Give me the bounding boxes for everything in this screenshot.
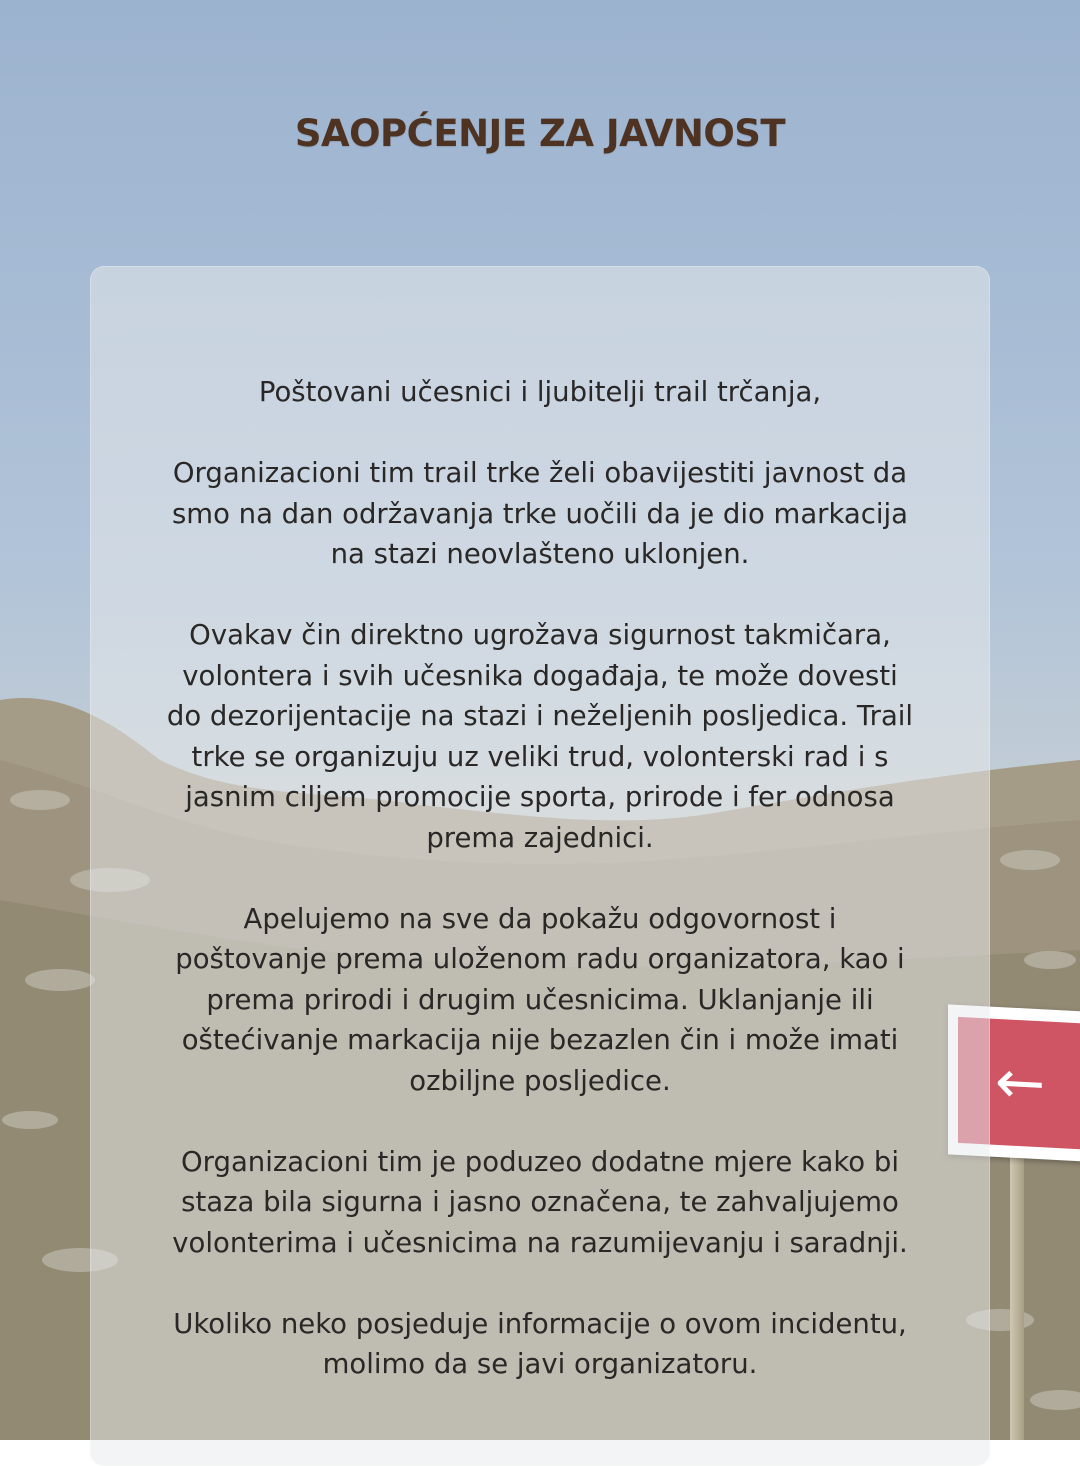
sign-arrow: ←	[994, 1046, 1046, 1120]
text-line: volontera i svih učesnika događaja, te može dovesti	[182, 659, 898, 692]
paragraph-1	[90, 453, 990, 575]
text-line: Ovakav čin direktno ugrožava sigurnost takmičara,	[189, 619, 891, 651]
text-line: ozbiljne posljedice.	[409, 1064, 671, 1097]
text-line: staza bila sigurna i jasno označena, te zahvaljujemo	[181, 1186, 899, 1218]
paragraph-3	[90, 899, 990, 1102]
greeting	[90, 372, 990, 413]
paragraph-2	[90, 615, 990, 858]
greeting-text: Poštovani učesnici i ljubitelji trail trčanja,	[258, 376, 822, 408]
text-line: oštećivanje markacija nije bezazlen čin i može imati	[181, 1024, 899, 1056]
text-line: na stazi neovlašteno uklonjen.	[330, 538, 750, 570]
text-line: do dezorijentacije na stazi i neželjenih posljedica. Trail	[166, 700, 914, 732]
text-line: molimo da se javi organizatoru.	[322, 1348, 758, 1380]
text-line: trke se organizuju uz veliki trud, volonterski rad i s	[191, 740, 889, 773]
text-line: prema prirodi i drugim učesnicima. Uklanjanje ili	[206, 983, 874, 1016]
text-line: Organizacioni tim trail trke želi obavijestiti javnost da	[172, 457, 908, 489]
page-title: SAOPĆENJE ZA JAVNOST	[294, 112, 786, 155]
text-line: smo na dan održavanja trke uočili da je dio markacija	[171, 497, 909, 530]
text-line: Organizacioni tim je poduzeo dodatne mjere kako bi	[181, 1145, 899, 1178]
text-line: prema zajednici.	[426, 821, 654, 854]
text-line: Apelujemo na sve da pokažu odgovornost i	[243, 902, 837, 935]
announcement-body	[90, 372, 990, 1425]
text-line: volonterima i učesnicima na razumijevanju i saradnji.	[172, 1226, 908, 1259]
text-line: Ukoliko neko posjeduje informacije o ovom incidentu,	[173, 1307, 907, 1340]
paragraph-4	[90, 1142, 990, 1264]
text-line: poštovanje prema uloženom radu organizatora, kao i	[175, 943, 905, 975]
sign-post	[1010, 1150, 1024, 1440]
paragraph-5	[90, 1304, 990, 1385]
announcement-card	[90, 266, 990, 1466]
text-line: jasnim ciljem promocije sporta, prirode i fer odnosa	[185, 781, 895, 813]
